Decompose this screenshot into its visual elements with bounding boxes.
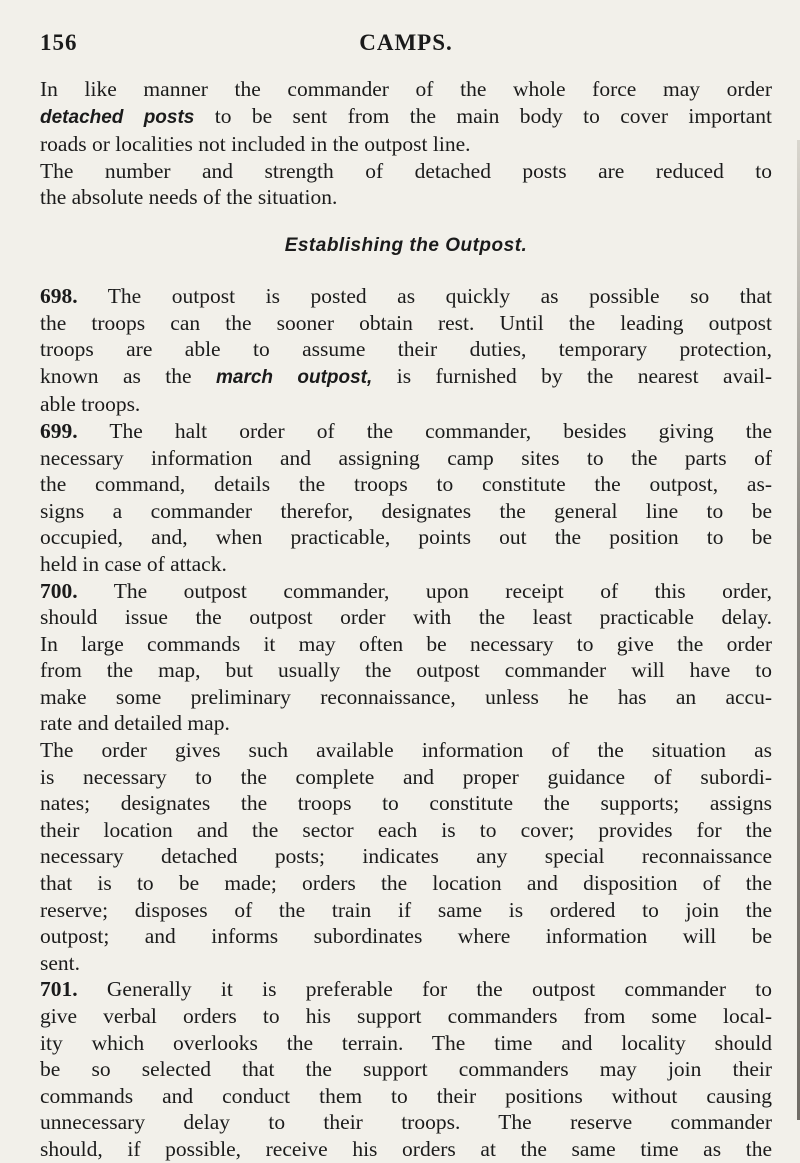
text-line: held in case of attack. (40, 551, 227, 576)
text-line: able troops. (40, 392, 141, 417)
italic-term: march outpost, (216, 366, 373, 388)
text-line (40, 283, 772, 310)
text-line: necessary information and assigning camp sites to the parts of (40, 445, 772, 470)
text-line (40, 418, 772, 445)
text-line: is necessary to the complete and proper guidance of subordi- (40, 764, 772, 789)
text-line: nates; designates the troops to constitute the supports; assigns (40, 791, 772, 816)
running-title: CAMPS. (359, 30, 453, 55)
text-span: The halt order of the commander, besides giving the (77, 418, 772, 443)
text-line (40, 976, 772, 1003)
paragraph-number: 699. (40, 418, 78, 443)
text-line (40, 103, 772, 132)
text-line: unnecessary delay to their troops. The reserve commander (40, 1110, 772, 1135)
paragraph-detached-strength (40, 158, 772, 211)
text-span: is furnished by the nearest avail- (372, 363, 773, 388)
paragraph-detached-posts-intro (40, 76, 772, 158)
paragraph-number: 698. (40, 283, 78, 308)
text-span: known as the (40, 363, 216, 388)
text-line: the absolute needs of the situation. (40, 185, 338, 210)
text-line: The order gives such available information of the situation as (40, 738, 772, 763)
text-line: reserve; disposes of the train if same is ordered to join the (40, 897, 772, 922)
text-line: troops are able to assume their duties, temporary protection, (40, 337, 772, 362)
text-span: The outpost commander, upon receipt of this order, (77, 578, 772, 603)
text-line: roads or localities not included in the outpost line. (40, 132, 471, 157)
text-line (40, 363, 772, 392)
text-line: In large commands it may often be necessary to give the order (40, 631, 772, 656)
paragraph-outpost-order (40, 737, 772, 976)
text-line: outpost; and informs subordinates where information will be (40, 924, 772, 949)
text-span: to be sent from the main body to cover important (194, 103, 772, 128)
italic-term: detached posts (40, 106, 195, 128)
text-line (40, 578, 772, 605)
text-span: Generally it is preferable for the outpost commander to (77, 977, 772, 1002)
text-line: sent. (40, 950, 81, 975)
text-line: that is to be made; orders the location and disposition of the (40, 871, 772, 896)
text-line: the command, details the troops to constitute the outpost, as- (40, 472, 772, 497)
text-line: necessary detached posts; indicates any special reconnaissance (40, 844, 772, 869)
text-line: occupied, and, when practicable, points out the position to be (40, 525, 772, 550)
text-line: make some preliminary reconnaissance, unless he has an accu- (40, 684, 772, 709)
text-line: from the map, but usually the outpost commander will have to (40, 658, 772, 683)
text-line: give verbal orders to his support commanders from some local- (40, 1004, 772, 1028)
text-line: commands and conduct them to their positions without causing (40, 1083, 772, 1108)
section-subheading: Establishing the Outpost. (284, 234, 528, 256)
text-line: their location and the sector each is to cover; provides for the (40, 817, 772, 842)
paragraph-701 (40, 976, 772, 1162)
book-page (40, 30, 773, 1161)
text-line: ity which overlooks the terrain. The time and locality should (40, 1030, 772, 1055)
text-line: be so selected that the support commanders may join their (40, 1057, 772, 1082)
paragraph-number: 701. (40, 977, 78, 1002)
paragraph-698 (40, 283, 772, 418)
text-line: rate and detailed map. (40, 711, 230, 736)
paragraph-699 (40, 418, 772, 578)
page-number: 156 (40, 30, 78, 55)
paragraph-700 (40, 578, 772, 738)
text-span: The outpost is posted as quickly as possible so that (77, 283, 772, 308)
text-line: the troops can the sooner obtain rest. Until the leading outpost (40, 310, 772, 335)
text-line: In like manner the commander of the whole force may order (40, 77, 772, 101)
paragraph-number: 700. (40, 578, 78, 603)
page-header (40, 30, 772, 66)
text-line: The number and strength of detached posts are reduced to (40, 158, 772, 183)
text-line: should, if possible, receive his orders at the same time as the (40, 1136, 772, 1161)
text-line: signs a commander therefor, designates the general line to be (40, 498, 772, 523)
text-line: should issue the outpost order with the least practicable delay. (40, 605, 772, 630)
